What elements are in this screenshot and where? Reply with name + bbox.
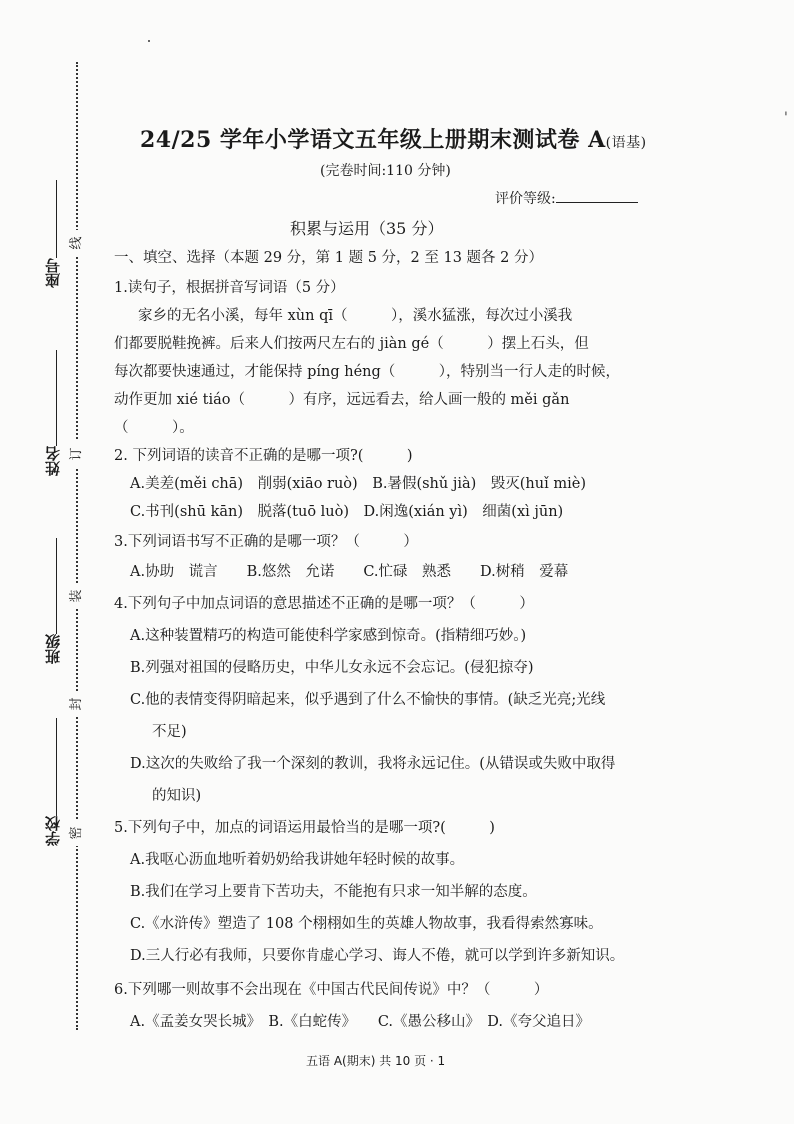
q2-heading: 2. 下列词语的读音不正确的是哪一项?( ) (114, 448, 413, 464)
part-one-heading: 一、填空、选择（本题 29 分，第 1 题 5 分，2 至 13 题各 2 分） (114, 250, 544, 266)
q2-options-row: C.书刊(shū kān) 脱落(tuō luò) D.闲逸(xián yì) 细菌(xì jūn) (130, 504, 564, 520)
name-label: 姓名 (44, 446, 62, 476)
q1-heading: 1.读句子，根据拼音写词语（5 分） (114, 280, 345, 296)
q5-option-d: D.三人行必有我师，只要你肯虚心学习、诲人不倦，就可以学到许多新知识。 (130, 948, 625, 964)
q4-option-b: B.列强对祖国的侵略历史，中华儿女永远不会忘记。(侵犯掠夺) (130, 660, 534, 676)
q4-option-d-cont: 的知识) (152, 788, 202, 804)
cut-dotted-line (76, 62, 78, 1030)
class-field[interactable] (42, 538, 72, 688)
q4-option-c: C.他的表情变得阴暗起来，似乎遇到了什么不愉快的事情。(缺乏光亮;光线 (130, 692, 606, 708)
q5-heading: 5.下列句子中，加点的词语运用最恰当的是哪一项?( ) (114, 820, 495, 836)
q1-passage-line: 动作更加 xié tiáo（ ）有序，远远看去，给人画一般的 měi gǎn (114, 392, 570, 408)
q4-option-c-cont: 不足) (152, 724, 187, 740)
seat-number-label: 座号 (44, 258, 62, 288)
school-label: 学校 (44, 816, 62, 846)
exam-duration: (完卷时间:110 分钟) (320, 163, 451, 179)
binding-margin (0, 0, 110, 1124)
q1-passage-line: 每次都要快速通过，才能保持 píng héng（ ），特别当一行人走的时候， (114, 364, 621, 380)
q1-passage-line: 们都要脱鞋挽裤。后来人们按两尺左右的 jiàn gé（ ）摆上石头，但 (114, 336, 589, 352)
q5-option-c: C.《水浒传》塑造了 108 个栩栩如生的英雄人物故事，我看得索然寡味。 (130, 916, 603, 932)
q5-option-b: B.我们在学习上要肯下苦功夫，不能抱有只求一知半解的态度。 (130, 884, 537, 900)
cut-mark-mi: 密 (66, 820, 88, 846)
q4-option-d: D.这次的失败给了我一个深刻的教训，我将永远记住。(从错误或失败中取得 (130, 756, 616, 772)
exam-content (110, 0, 670, 1124)
cut-mark-zhuang: 装 (66, 583, 88, 609)
q3-options-row: A.协助 谎言 B.悠然 允诺 C.忙碌 熟悉 D.树稍 爱幕 (130, 564, 569, 580)
q6-heading: 6.下列哪一则故事不会出现在《中国古代民间传说》中？（ ） (114, 982, 549, 998)
q3-heading: 3.下列词语书写不正确的是哪一项？（ ） (114, 534, 418, 550)
q1-passage-line: （ ）。 (114, 420, 194, 436)
class-label: 班级 (44, 634, 62, 664)
q2-options-row: A.美差(měi chā) 削弱(xiāo ruò) B.暑假(shǔ jià) 毁灭(huǐ miè) (130, 476, 586, 492)
cut-mark-ding: 订 (66, 441, 88, 467)
grade-label: 评价等级: (495, 191, 556, 207)
exam-title-tag: (语基) (605, 135, 647, 151)
grade-blank[interactable] (556, 202, 638, 203)
cut-mark-feng: 封 (66, 691, 88, 717)
exam-title-text: 24/25 学年小学语文五年级上册期末测试卷 A (140, 127, 606, 153)
cut-mark-xian: 线 (66, 230, 88, 256)
edge-mark: ' (784, 110, 788, 126)
q4-heading: 4.下列句子中加点词语的意思描述不正确的是哪一项？（ ） (114, 596, 534, 612)
name-field[interactable] (42, 350, 72, 500)
exam-title (140, 123, 647, 154)
page-footer: 五语 A(期末) 共 10 页 · 1 (306, 1054, 446, 1068)
q4-option-a: A.这种装置精巧的构造可能使科学家感到惊奇。(指精细巧妙。) (130, 628, 527, 644)
q6-options-row: A.《孟姜女哭长城》 B.《白蛇传》 C.《愚公移山》 D.《夸父追日》 (130, 1014, 590, 1030)
q1-passage-line: 家乡的无名小溪，每年 xùn qī（ ），溪水猛涨，每次过小溪我 (138, 308, 573, 324)
q5-option-a: A.我呕心沥血地听着奶奶给我讲她年轻时候的故事。 (130, 852, 465, 868)
grade-field[interactable] (495, 188, 638, 208)
section-title: 积累与运用（35 分） (290, 219, 444, 238)
